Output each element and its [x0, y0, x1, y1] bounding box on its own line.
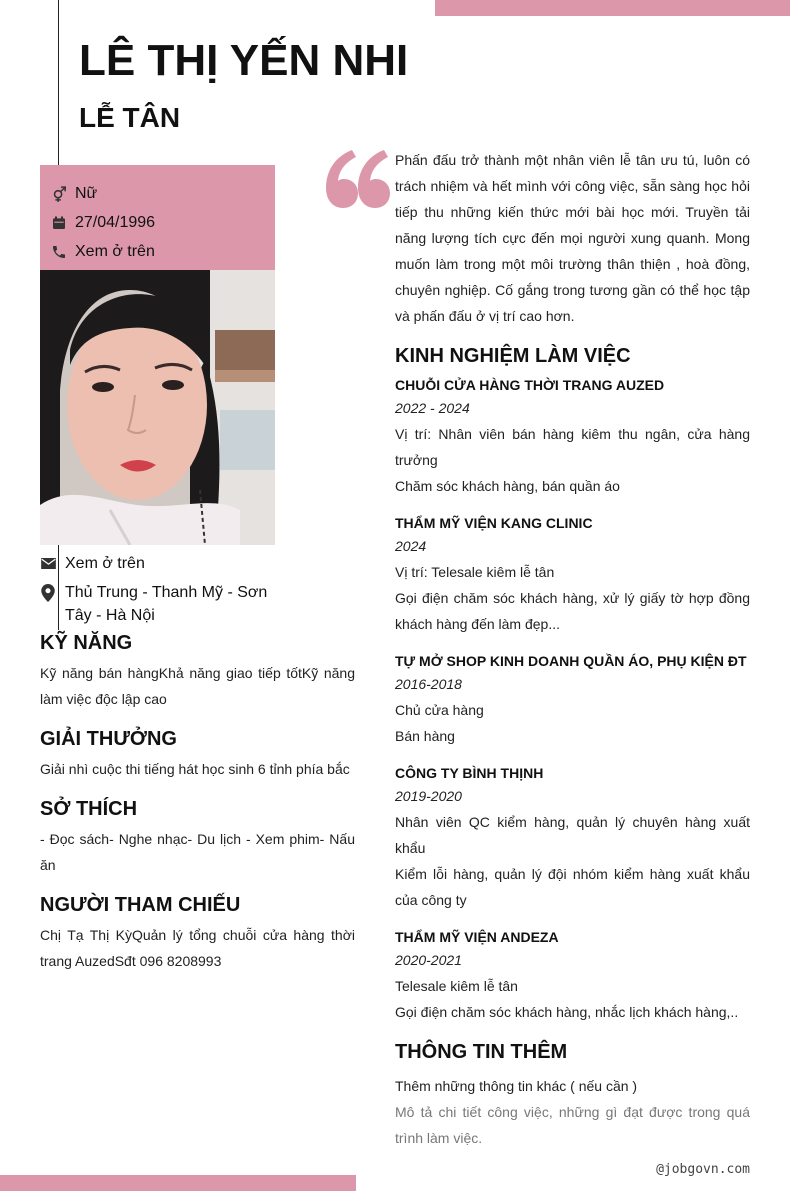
experience-company: CÔNG TY BÌNH THỊNH [395, 765, 544, 781]
phone-icon [50, 243, 68, 261]
skills-text: Kỹ năng bán hàngKhả năng giao tiếp tốtKỹ năng làm việc độc lập cao [40, 665, 355, 707]
skills-title: KỸ NĂNG [40, 632, 133, 654]
email-row [40, 552, 280, 575]
profile-photo [40, 270, 275, 545]
header-divider-line [58, 0, 59, 165]
experience-title: KINH NGHIỆM LÀM VIỆC [395, 345, 631, 367]
awards-section [40, 726, 355, 782]
contact-block [40, 552, 280, 633]
calendar-icon [50, 214, 68, 232]
experience-company: TỰ MỞ SHOP KINH DOANH QUẦN ÁO, PHỤ KIỆN ĐT [395, 653, 747, 669]
skills-section [40, 630, 355, 712]
phone-row [40, 237, 275, 266]
experience-line: Kiểm lỗi hàng, quản lý đội nhóm kiểm hàng xuất khẩu của công ty [395, 866, 750, 908]
phone-value: Xem ở trên [75, 242, 155, 260]
hobbies-text: - Đọc sách- Nghe nhạc- Du lịch - Xem phim- Nấu ăn [40, 831, 355, 873]
extra-info-section [395, 1039, 750, 1151]
experience-line: Telesale kiêm lễ tân [395, 978, 518, 994]
references-text: Chị Tạ Thị KỳQuản lý tổng chuỗi cửa hàng thời trang AuzedSđt 096 8208993 [40, 927, 355, 969]
experience-item [395, 651, 750, 749]
gender-value: Nữ [75, 184, 98, 202]
experience-period: 2016-2018 [395, 676, 462, 692]
gender-row [40, 179, 275, 208]
references-title: NGƯỜI THAM CHIẾU [40, 894, 241, 916]
address-value: Thủ Trung - Thanh Mỹ - Sơn Tây - Hà Nội [65, 584, 268, 624]
experience-line: Vị trí: Nhân viên bán hàng kiêm thu ngân, cửa hàng trưởng [395, 426, 750, 468]
experience-line: Gọi điện chăm sóc khách hàng, xử lý giấy tờ hợp đồng khách hàng đến làm đẹp... [395, 590, 750, 632]
address-row [40, 581, 280, 627]
experience-line: Chủ cửa hàng [395, 702, 484, 718]
watermark: @jobgovn.com [656, 1162, 750, 1177]
experience-line: Gọi điện chăm sóc khách hàng, nhắc lịch khách hàng,.. [395, 1004, 739, 1020]
experience-period: 2020-2021 [395, 952, 462, 968]
hobbies-section [40, 796, 355, 878]
gender-icon [50, 185, 68, 203]
email-value: Xem ở trên [65, 555, 145, 572]
top-accent-bar [435, 0, 790, 16]
experience-company: THẨM MỸ VIỆN KANG CLINIC [395, 515, 593, 531]
left-column [40, 630, 355, 988]
bottom-accent-bar [0, 1175, 356, 1191]
experience-company: CHUỖI CỬA HÀNG THỜI TRANG AUZED [395, 377, 665, 393]
experience-item [395, 927, 750, 1025]
location-pin-icon [40, 581, 56, 604]
experience-line: Chăm sóc khách hàng, bán quần áo [395, 478, 620, 494]
awards-title: GIẢI THƯỞNG [40, 728, 177, 750]
experience-period: 2024 [395, 538, 427, 554]
extra-info-title: THÔNG TIN THÊM [395, 1041, 568, 1063]
experience-period: 2022 - 2024 [395, 400, 470, 416]
experience-item [395, 375, 750, 499]
job-title: LỄ TÂN [79, 102, 181, 133]
candidate-name: LÊ THỊ YẾN NHI [79, 36, 409, 85]
experience-item [395, 763, 750, 913]
extra-info-description: Mô tả chi tiết công việc, những gì đạt được trong quá trình làm việc. [395, 1104, 750, 1146]
experience-period: 2019-2020 [395, 788, 462, 804]
experience-item [395, 513, 750, 637]
right-column [395, 343, 750, 1151]
birthdate-value: 27/04/1996 [75, 213, 156, 231]
experience-line: Nhân viên QC kiểm hàng, quản lý chuyên hàng xuất khẩu [395, 814, 750, 856]
hobbies-title: SỞ THÍCH [40, 798, 138, 820]
career-objective: Phấn đấu trở thành một nhân viên lễ tân ưu tú, luôn có trách nhiệm và hết mình với công việc, sẵn sàng học hỏi tiếp thu những kiến thức mới bài học mới. Truyền tải năng lượng tích cực đến mọi người xung quanh. Mong muốn làm trong một môi trường thân thiện , hoà đồng, chuyên nghiệp. Cố gắng trong tương gần có thể học tập và phấn đấu ở vị trí cao hơn. [395, 152, 750, 324]
birthdate-row [40, 208, 275, 237]
envelope-icon [40, 552, 56, 575]
experience-company: THẨM MỸ VIỆN ANDEZA [395, 929, 559, 945]
experience-line: Bán hàng [395, 728, 455, 744]
extra-info-line: Thêm những thông tin khác ( nếu cần ) [395, 1078, 638, 1094]
experience-line: Vị trí: Telesale kiêm lễ tân [395, 564, 555, 580]
personal-info-box [40, 165, 275, 270]
awards-text: Giải nhì cuộc thi tiếng hát học sinh 6 tỉnh phía bắc [40, 761, 350, 777]
references-section [40, 892, 355, 974]
quote-mark-icon [322, 140, 392, 220]
